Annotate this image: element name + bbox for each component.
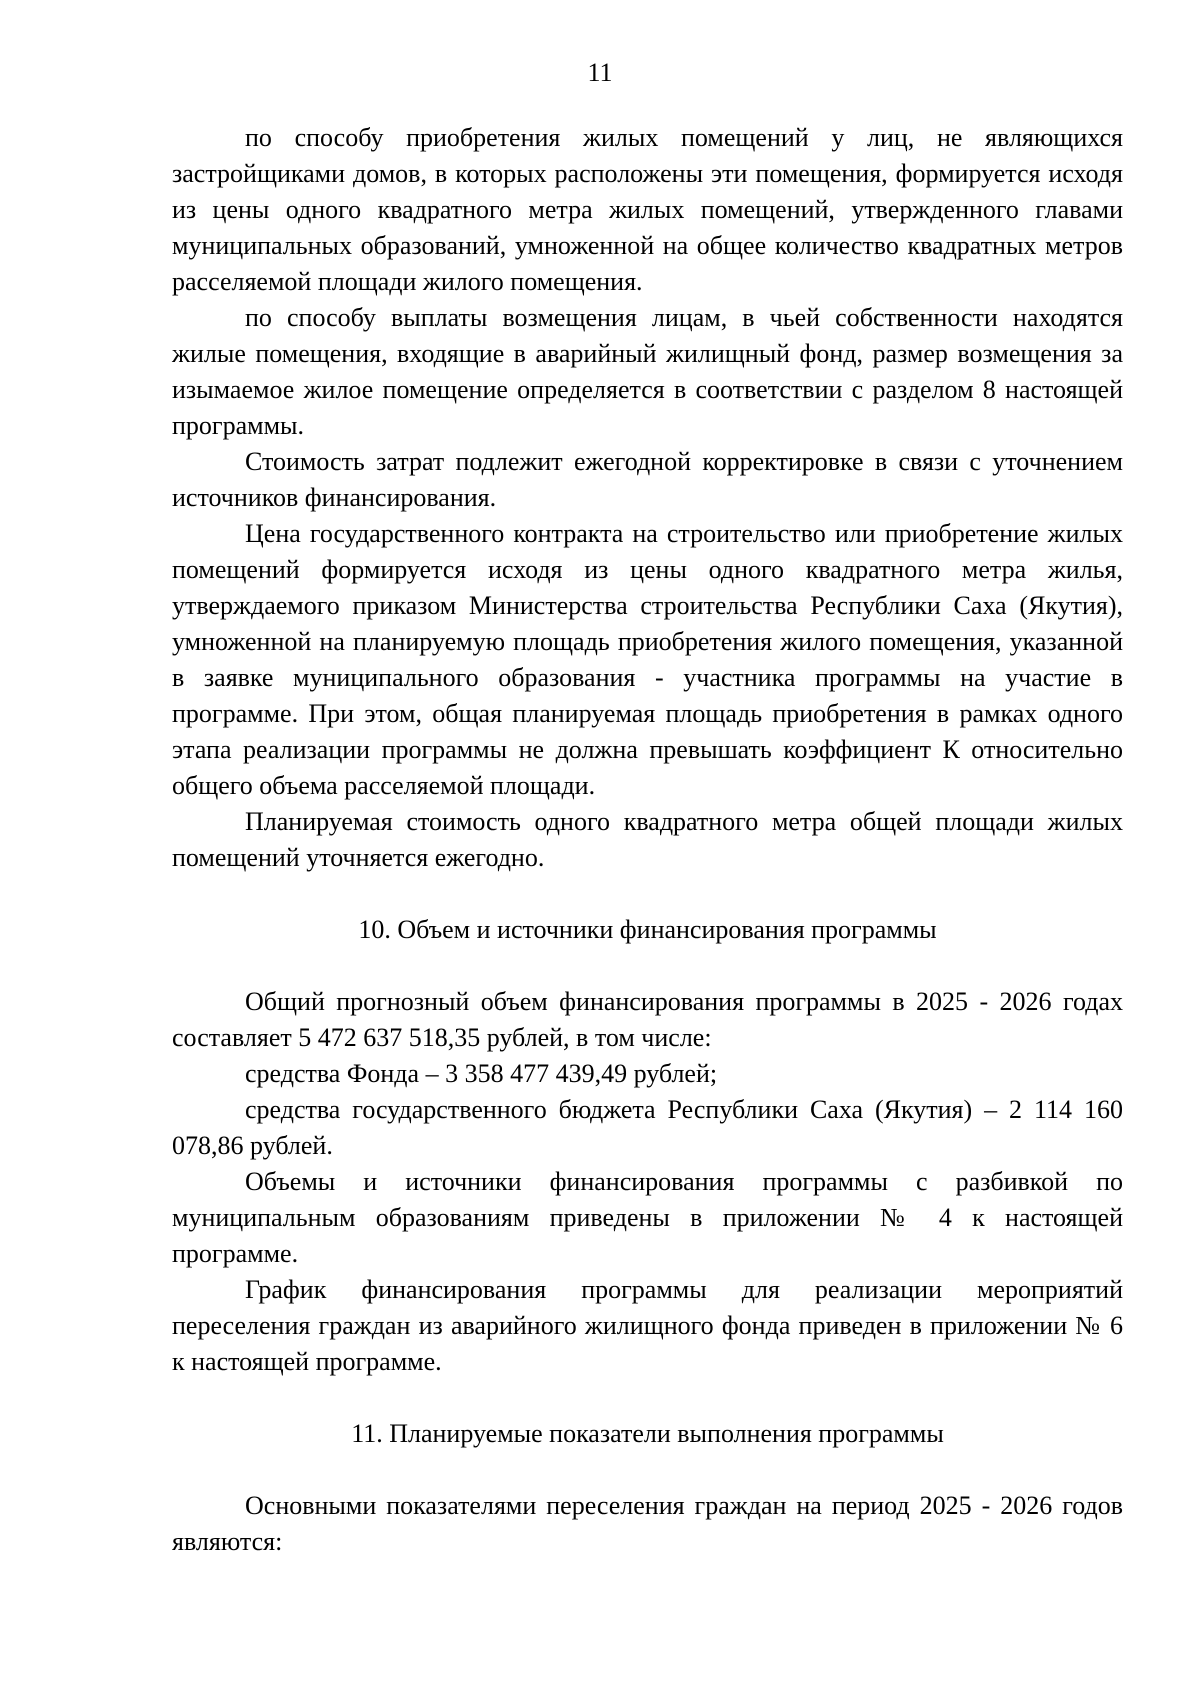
- section-heading-11: 11. Планируемые показатели выполнения программы: [351, 1419, 944, 1448]
- paragraph: Планируемая стоимость одного квадратного метра общей площади жилых помещений уточняется ежегодно.: [172, 807, 1123, 872]
- paragraph: Цена государственного контракта на строительство или приобретение жилых помещений формируется исходя из цены одного квадратного метра жилья, утверждаемого приказом Министерства строительства Республики Саха (Якутия), умноженной на планируемую площадь приобретения жилого помещения, указанной в заявке муниципального образования - участника программы на участие в программе. При этом, общая планируемая площадь приобретения в рамках одного этапа реализации программы не должна превышать коэффициент К относительно общего объема расселяемой площади.: [172, 519, 1123, 800]
- paragraph: средства государственного бюджета Республики Саха (Якутия) – 2 114 160 078,86 рублей.: [172, 1095, 1123, 1160]
- page-number: 11: [587, 58, 613, 87]
- paragraph: Стоимость затрат подлежит ежегодной корректировке в связи с уточнением источников финансирования.: [172, 447, 1123, 512]
- paragraph: по способу выплаты возмещения лицам, в чьей собственности находятся жилые помещения, входящие в аварийный жилищный фонд, размер возмещения за изымаемое жилое помещение определяется в соответствии с разделом 8 настоящей программы.: [172, 303, 1123, 440]
- paragraph: Общий прогнозный объем финансирования программы в 2025 - 2026 годах составляет 5 472 637 518,35 рублей, в том числе:: [172, 987, 1123, 1052]
- paragraph: График финансирования программы для реализации мероприятий переселения граждан из аварийного жилищного фонда приведен в приложении № 6 к настоящей программе.: [172, 1275, 1123, 1376]
- section-heading-10: 10. Объем и источники финансирования программы: [358, 915, 937, 944]
- page-content: [172, 120, 1123, 1560]
- paragraph: средства Фонда – 3 358 477 439,49 рублей;: [245, 1059, 718, 1088]
- paragraph: Объемы и источники финансирования программы с разбивкой по муниципальным образованиям приведены в приложении № 4 к настоящей программе.: [172, 1167, 1123, 1268]
- paragraph: по способу приобретения жилых помещений у лиц, не являющихся застройщиками домов, в которых расположены эти помещения, формируется исходя из цены одного квадратного метра жилых помещений, утвержденного главами муниципальных образований, умноженной на общее количество квадратных метров расселяемой площади жилого помещения.: [172, 123, 1123, 296]
- paragraph: Основными показателями переселения граждан на период 2025 - 2026 годов являются:: [172, 1491, 1123, 1556]
